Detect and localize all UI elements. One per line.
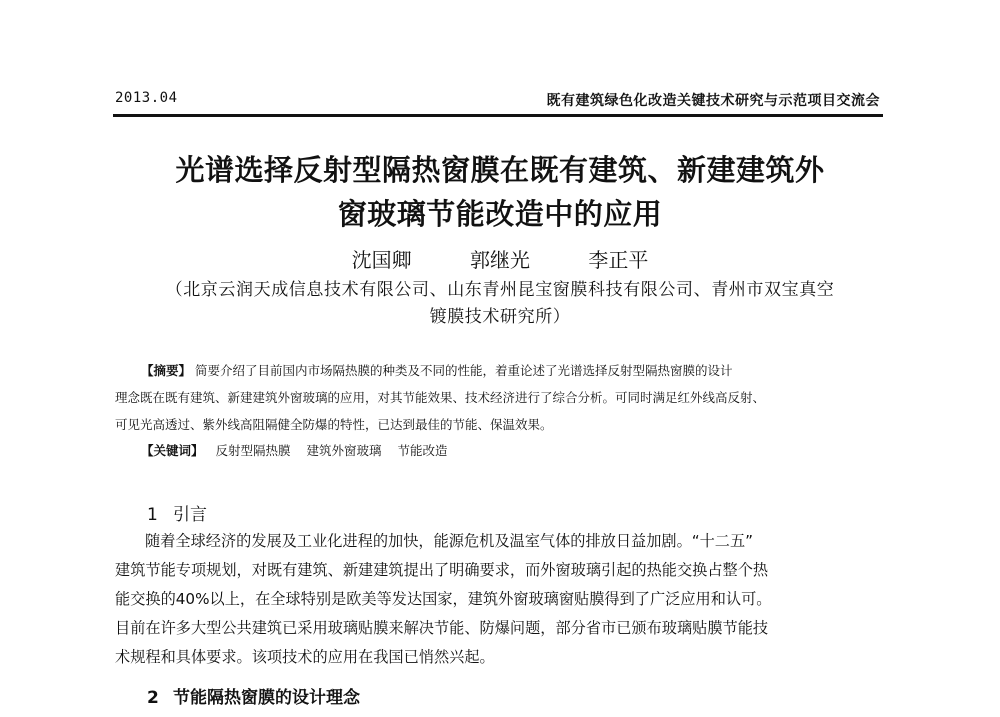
- affiliation: [110, 277, 890, 331]
- running-header: [115, 86, 880, 110]
- section-heading-introduction: [147, 503, 207, 527]
- abstract-text-1: 简要介绍了目前国内市场隔热膜的种类及不同的性能，着重论述了光谱选择反射型隔热窗膜的设计: [195, 363, 733, 378]
- body-line: 随着全球经济的发展及工业化进程的加快，能源危机及温室气体的排放日益加剧。“十二五”: [145, 532, 754, 550]
- section-number: 2: [147, 688, 159, 708]
- body-line: 术规程和具体要求。该项技术的应用在我国已悄然兴起。: [115, 648, 495, 666]
- header-rule: [113, 114, 883, 117]
- keywords: [141, 439, 881, 463]
- abstract-text-3: 可见光高透过、紫外线高阻隔健全防爆的特性，已达到最佳的节能、保温效果。: [115, 417, 553, 432]
- keyword: 建筑外窗玻璃: [306, 443, 382, 458]
- section-title: 节能隔热窗膜的设计理念: [173, 688, 360, 708]
- body-line: 建筑节能专项规划，对既有建筑、新建建筑提出了明确要求，而外窗玻璃引起的热能交换占整个热: [115, 561, 769, 579]
- keywords-label: 【关键词】: [141, 443, 204, 458]
- keyword: 反射型隔热膜: [215, 443, 291, 458]
- body-paragraph: [115, 527, 885, 672]
- issue-date: 2013.04: [115, 90, 178, 106]
- title-line-2: 窗玻璃节能改造中的应用: [337, 197, 663, 231]
- title-line-1: 光谱选择反射型隔热窗膜在既有建筑、新建建筑外: [175, 153, 825, 187]
- author-3: 李正平: [588, 248, 649, 272]
- section-heading-design-concept: [147, 686, 360, 710]
- affiliation-line-1: （北京云润天成信息技术有限公司、山东青州昆宝窗膜科技有限公司、青州市双宝真空: [165, 280, 835, 300]
- affiliation-line-2: 镀膜技术研究所）: [429, 307, 571, 327]
- section-title: 引言: [173, 505, 207, 525]
- abstract-text-2: 理念既在既有建筑、新建建筑外窗玻璃的应用，对其节能效果、技术经济进行了综合分析。可同时满足红外线高反射、: [115, 390, 766, 405]
- keyword: 节能改造: [397, 443, 448, 458]
- abstract-label: 【摘要】: [141, 363, 192, 378]
- author-1: 沈国卿: [351, 248, 412, 272]
- conference-name: 既有建筑绿色化改造关键技术研究与示范项目交流会: [546, 93, 880, 109]
- abstract-line-1: [115, 357, 885, 384]
- body-line: 能交换的40%以上，在全球特别是欧美等发达国家，建筑外窗玻璃窗贴膜得到了广泛应用和认可。: [115, 590, 772, 608]
- author-list: [0, 247, 1000, 273]
- author-2: 郭继光: [470, 248, 530, 272]
- body-line: 目前在许多大型公共建筑已采用玻璃贴膜来解决节能、防爆问题，部分省市已颁布玻璃贴膜节能技: [115, 619, 769, 637]
- abstract: [115, 357, 885, 438]
- paper-title: [60, 148, 940, 236]
- section-number: 1: [147, 505, 158, 525]
